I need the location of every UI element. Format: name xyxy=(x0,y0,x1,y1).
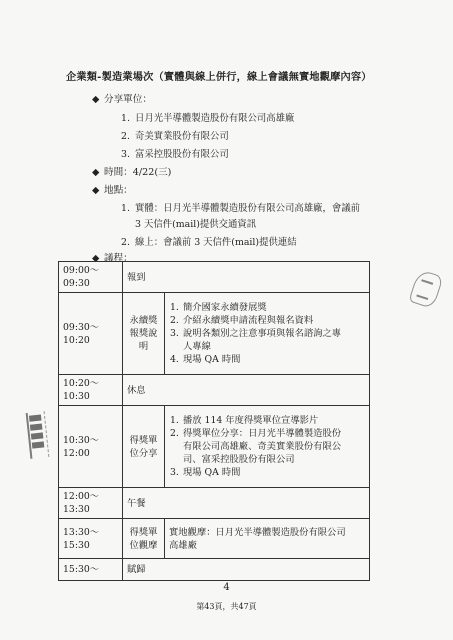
host-item: 2. 奇美實業股份有限公司 xyxy=(121,131,229,142)
time-cell: 10:30～12:00 xyxy=(59,406,123,488)
host-item: 3. 富采控股股份有限公司 xyxy=(121,149,229,160)
agenda-table xyxy=(58,261,370,581)
bullet-icon: ◆ xyxy=(92,253,100,264)
content-cell xyxy=(165,406,370,488)
location-item: 1. 實體：日月光半導體製造股份有限公司高雄廠，會議前 xyxy=(121,203,361,214)
time-cell: 12:00～13:30 xyxy=(59,488,123,519)
host-item: 1. 日月光半導體製造股份有限公司高雄廠 xyxy=(121,113,295,124)
title-cell: 賦歸 xyxy=(123,559,370,581)
list-item: 2. 得獎單位分享：日月光半導體製造股份 有限公司高雄廠、奇美實業股份有限公 司、富采控股股份有限公司 xyxy=(170,428,342,465)
bullet-icon: ◆ xyxy=(92,167,100,178)
time-line: ◆ 時間：4/22(三) xyxy=(92,167,172,178)
table-row xyxy=(59,559,370,581)
time-cell: 09:00～09:30 xyxy=(59,262,123,293)
list-item: 3. 現場 QA 時間 xyxy=(170,467,241,478)
list-item: 2. 介紹永續獎申請流程與報名資料 xyxy=(170,315,314,326)
page-footer: 第43頁，共47頁 xyxy=(196,602,257,611)
topic-cell: 得獎單 位觀摩 xyxy=(123,519,165,559)
time-cell: 09:30～10:20 xyxy=(59,293,123,375)
table-row xyxy=(59,519,370,559)
title-cell: 午餐 xyxy=(123,488,370,519)
page-number: 4 xyxy=(223,582,230,593)
table-row xyxy=(59,262,370,293)
agenda-label: ◆ 議程： xyxy=(92,253,133,264)
topic-cell: 得獎單 位分享 xyxy=(123,406,165,488)
title-cell: 休息 xyxy=(123,375,370,406)
list-item: 4. 現場 QA 時間 xyxy=(170,354,241,365)
time-cell: 15:30～ xyxy=(59,559,123,581)
location-label: ◆ 地點： xyxy=(92,185,133,196)
table-row xyxy=(59,293,370,375)
page-title: 企業類-製造業場次（實體與線上併行，線上會議無實地觀摩內容） xyxy=(66,71,372,83)
topic-cell: 永續獎 報獎說 明 xyxy=(123,293,165,375)
table-row xyxy=(59,375,370,406)
content-cell xyxy=(165,293,370,375)
table-row xyxy=(59,488,370,519)
list-item: 1. 播放 114 年度得獎單位宣導影片 xyxy=(170,415,319,426)
hosts-label: ◆ 分享單位： xyxy=(92,94,152,105)
time-cell: 10:20～10:30 xyxy=(59,375,123,406)
location-item-cont: 3 天信件(mail)提供交通資訊 xyxy=(135,219,257,230)
location-item: 2. 線上：會議前 3 天信件(mail)提供連結 xyxy=(121,237,297,248)
bullet-icon: ◆ xyxy=(92,94,100,105)
table-row xyxy=(59,406,370,488)
seal-stamp-icon xyxy=(408,269,443,309)
list-item: 1. 簡介國家永續發展獎 xyxy=(170,302,267,313)
title-cell: 報到 xyxy=(123,262,370,293)
list-item: 3. 說明各類別之注意事項與報名諮詢之專 人專線 xyxy=(170,328,342,352)
time-cell: 13:30～ 15:30 xyxy=(59,519,123,559)
content-cell: 實地觀摩：日月光半導體製造股份有限公司 高雄廠 xyxy=(165,519,370,559)
bullet-icon: ◆ xyxy=(92,185,100,196)
seal-stamp-icon xyxy=(26,411,50,459)
